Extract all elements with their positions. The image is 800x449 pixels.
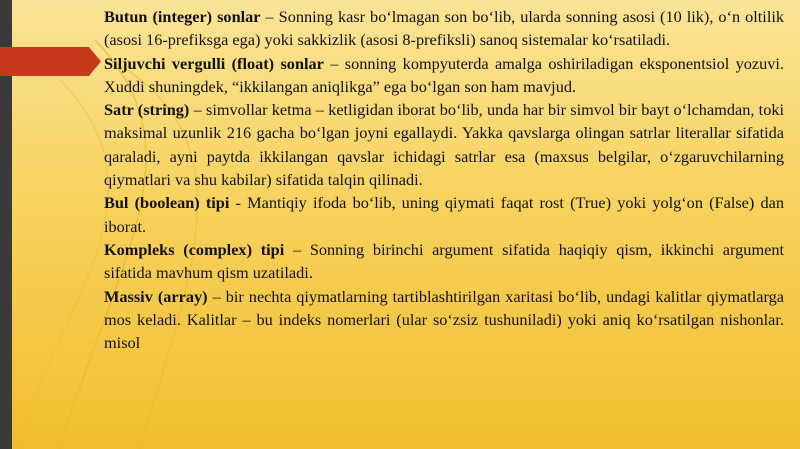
red-accent-tab bbox=[0, 47, 101, 76]
slide-content bbox=[104, 5, 784, 354]
term-boolean: Bul (boolean) tipi bbox=[104, 193, 230, 213]
paragraph-integer bbox=[104, 5, 784, 52]
desc-array: – bir nechta qiymatlarning tartiblashtirilgan xaritasi bo‘lib, undagi kalitlar qiymatlarga mos keladi. Kalitlar – bu indeks nomerlari (ular so‘zsiz tushuniladi) yoki aniq ko‘rsatilgan nishonlar. misol bbox=[104, 286, 785, 353]
desc-integer: – Sonning kasr bo‘lmagan son bo‘lib, ularda sonning asosi (10 lik), o‘n oltilik (asosi 16-prefiksga ega) yoki sakkizlik (asosi 8-prefiksli) sanoq sistemalar ko‘rsatiladi. bbox=[104, 7, 785, 50]
desc-complex: – Sonning birinchi argument sifatida haqiqiy qism, ikkinchi argument sifatida mavhum qism uzatiladi. bbox=[104, 239, 784, 283]
paragraph-float bbox=[104, 52, 784, 99]
desc-string: – simvollar ketma – ketligidan iborat bo‘lib, unda har bir simvol bir bayt o‘lchamdan, toki maksimal uzunlik 216 gacha bo‘lgan joyni egallaydi. Yakka qavslarga olingan satrlar literallar sifatida qaraladi, ayni paytda ikkilangan qavslar ichidagi satrlar esa (maxsus belgilar, o‘zgaruvchilarning qiymatlari va shu kabilar) sifatida talqin qilinadi. bbox=[104, 100, 784, 190]
term-array: Massiv (array) bbox=[104, 286, 208, 306]
term-integer: Butun (integer) sonlar bbox=[104, 7, 261, 26]
term-float: Siljuvchi vergulli (float) sonlar bbox=[104, 53, 324, 73]
paragraph-complex bbox=[104, 238, 784, 285]
desc-float: – sonning kompyuterda amalga oshiriladigan eksponentsiol yozuvi. Xuddi shuningdek, “ikkilangan aniqlikga” ega bo‘lgan son ham mavjud. bbox=[104, 53, 784, 96]
term-complex: Kompleks (complex) tipi bbox=[104, 239, 285, 259]
term-string: Satr (string) bbox=[104, 100, 190, 120]
paragraph-boolean bbox=[104, 191, 784, 238]
desc-boolean: - Mantiqiy ifoda bo‘lib, uning qiymati faqat rost (True) yoki yolg‘on (False) dan iborat. bbox=[104, 193, 784, 236]
paragraph-array bbox=[104, 285, 784, 355]
paragraph-string bbox=[104, 98, 784, 191]
